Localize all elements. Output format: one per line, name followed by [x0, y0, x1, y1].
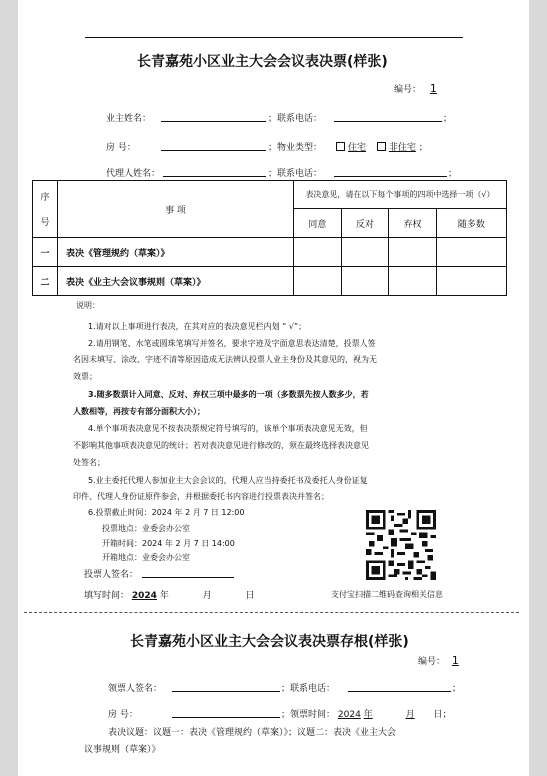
fill-time-year-unit: 年: [159, 591, 169, 601]
ballot-number-value: 1: [429, 82, 437, 95]
property-type-options: [334, 140, 428, 153]
ballot-number-label: 编号：: [394, 85, 422, 95]
vote-cell-agree[interactable]: [294, 267, 342, 296]
note-2c: 效票；: [73, 372, 97, 381]
note-3b: 人数相等，再按专有部分面积大小）；: [73, 407, 205, 416]
stub-phone-end: ；: [452, 684, 462, 694]
open-place: 开箱地点：业委会办公室: [102, 553, 190, 562]
owner-phone-field[interactable]: [334, 121, 442, 122]
option-majority-header: 随多数: [436, 209, 506, 238]
vote-cell-abstain[interactable]: [389, 267, 437, 296]
stub-phone-field[interactable]: [348, 691, 451, 692]
top-rule: [85, 37, 463, 38]
stub-room-label: 房 号：: [108, 710, 138, 720]
room-field[interactable]: [161, 150, 266, 151]
stub-room-field[interactable]: [172, 717, 280, 718]
row-seq: 二: [33, 267, 58, 296]
table-row: [33, 238, 507, 267]
tear-line: [24, 612, 519, 613]
qr-caption: 支付宝扫描二维码查询相关信息: [331, 590, 443, 599]
option-agree-header: 同意: [294, 209, 342, 238]
vote-header: 表决意见，请在以下每个事项的四项中选择一项（√）: [294, 181, 507, 209]
vote-cell-abstain[interactable]: [389, 238, 437, 267]
owner-phone-label: ；联系电话：: [268, 114, 323, 124]
nonresidential-checkbox[interactable]: [377, 142, 386, 151]
residential-checkbox[interactable]: [336, 142, 345, 151]
qr-code-icon: [366, 510, 436, 580]
proxy-phone-field[interactable]: [334, 176, 447, 177]
collector-sign-label: 领票人签名：: [108, 684, 163, 694]
vote-cell-majority[interactable]: [436, 238, 506, 267]
seq-header-top: 序: [40, 193, 50, 203]
item-header: 事 项: [58, 181, 294, 238]
proxy-name-field[interactable]: [163, 176, 266, 177]
stub-title: 长青嘉苑小区业主大会会议表决票存根(样张): [130, 634, 409, 650]
room-label: 房 号：: [106, 143, 136, 153]
ballot-number: [394, 82, 437, 95]
open-time: 开箱时间：2024 年 2 月 7 日 14:00: [102, 539, 235, 548]
row-item: 表决《管理规约（草案）》: [58, 238, 294, 267]
owner-name-label: 业主姓名：: [106, 114, 152, 124]
seq-header: [33, 181, 58, 238]
vote-cell-agree[interactable]: [294, 238, 342, 267]
option-abstain-header: 弃权: [389, 209, 437, 238]
vote-cell-oppose[interactable]: [341, 267, 389, 296]
vote-place: 投票地点：业委会办公室: [102, 524, 190, 533]
proxy-phone-label: ；联系电话：: [268, 169, 323, 179]
note-4a: 4.单个事项表决意见不按表决票规定符号填写的，该单个事项表决意见无效，但: [88, 424, 368, 433]
note-4c: 处签名；: [73, 458, 105, 467]
fill-time-day-unit: 日: [245, 591, 255, 601]
collect-time-label: ；领票时间：: [281, 710, 336, 720]
collect-time-year-unit: 年: [363, 710, 373, 720]
row-item: 表决《业主大会议事规则（草案）》: [58, 267, 294, 296]
collect-time: [281, 707, 451, 720]
note-5a: 5.业主委托代理人参加业主大会会议的，代理人应当持委托书及委托人身份证复: [88, 476, 368, 485]
ballot-page: [18, 0, 529, 776]
owner-name-field[interactable]: [161, 121, 266, 122]
note-5b: 印件、代理人身份证原件参会，并根据委托书内容进行投票表决并签名；: [73, 492, 329, 501]
note-2a: 2.请用钢笔、水笔或圆珠笔填写并签名，要求字迹及字面意思表达清楚，投票人签: [88, 339, 376, 348]
fill-time-month-unit: 月: [202, 591, 212, 601]
property-type-end: ；: [418, 143, 428, 153]
note-1: 1.请对以上事项进行表决，在其对应的表决意见栏内划 “ √”；: [88, 322, 307, 331]
proxy-name-label: 代理人姓名：: [106, 169, 161, 179]
vote-cell-majority[interactable]: [436, 267, 506, 296]
notes-heading: 说明：: [76, 301, 100, 310]
voter-sign-label: 投票人签名：: [84, 570, 139, 580]
option-oppose-header: 反对: [341, 209, 389, 238]
table-row: [33, 267, 507, 296]
residential-option-label: 住宅: [348, 143, 367, 153]
fill-time: [84, 588, 254, 601]
note-3a: 3.随多数票计入同意、反对、弃权三项中最多的一项（多数票先按人数多少，若: [88, 390, 369, 399]
owner-phone-end: ；: [443, 114, 453, 124]
property-type-label: ；物业类型：: [268, 143, 323, 153]
stub-number-label: 编号：: [418, 657, 446, 667]
voter-sign-field[interactable]: [142, 577, 234, 578]
proxy-phone-end: ；: [448, 169, 458, 179]
fill-time-label: 填写时间：: [84, 591, 130, 601]
voting-table: [32, 180, 507, 296]
seq-header-bottom: 号: [40, 218, 50, 228]
stub-phone-label: ；联系电话：: [281, 684, 336, 694]
row-seq: 一: [33, 238, 58, 267]
vote-cell-oppose[interactable]: [341, 238, 389, 267]
collect-time-day-unit: 日；: [433, 710, 452, 720]
stub-topics-line1: 表决议题：议题一：表决《管理规约（草案）》；议题二：表决《业主大会: [108, 728, 397, 738]
note-6-deadline: 6.投票截止时间：2024 年 2 月 7 日 12:00: [88, 508, 245, 517]
ballot-title: 长青嘉苑小区业主大会会议表决票(样张): [137, 54, 388, 70]
collect-time-month-unit[interactable]: 月: [405, 710, 415, 720]
note-4b: 不影响其他事项表决意见的统计；若对表决意见进行修改的，须在最终选择表决意见: [73, 441, 369, 450]
stub-number: [418, 654, 459, 667]
collector-sign-field[interactable]: [172, 691, 280, 692]
nonresidential-option-label: 非住宅: [388, 143, 416, 153]
fill-time-year[interactable]: 2024: [131, 591, 157, 601]
stub-number-value: 1: [451, 654, 459, 667]
collect-time-year[interactable]: 2024: [337, 710, 361, 720]
note-2b: 名因未填写、涂改、字迹不清等原因造成无法辨认投票人业主身份及其意见的，视为无: [73, 355, 377, 364]
stub-topics-line2: 议事规则（草案）》: [84, 745, 161, 755]
